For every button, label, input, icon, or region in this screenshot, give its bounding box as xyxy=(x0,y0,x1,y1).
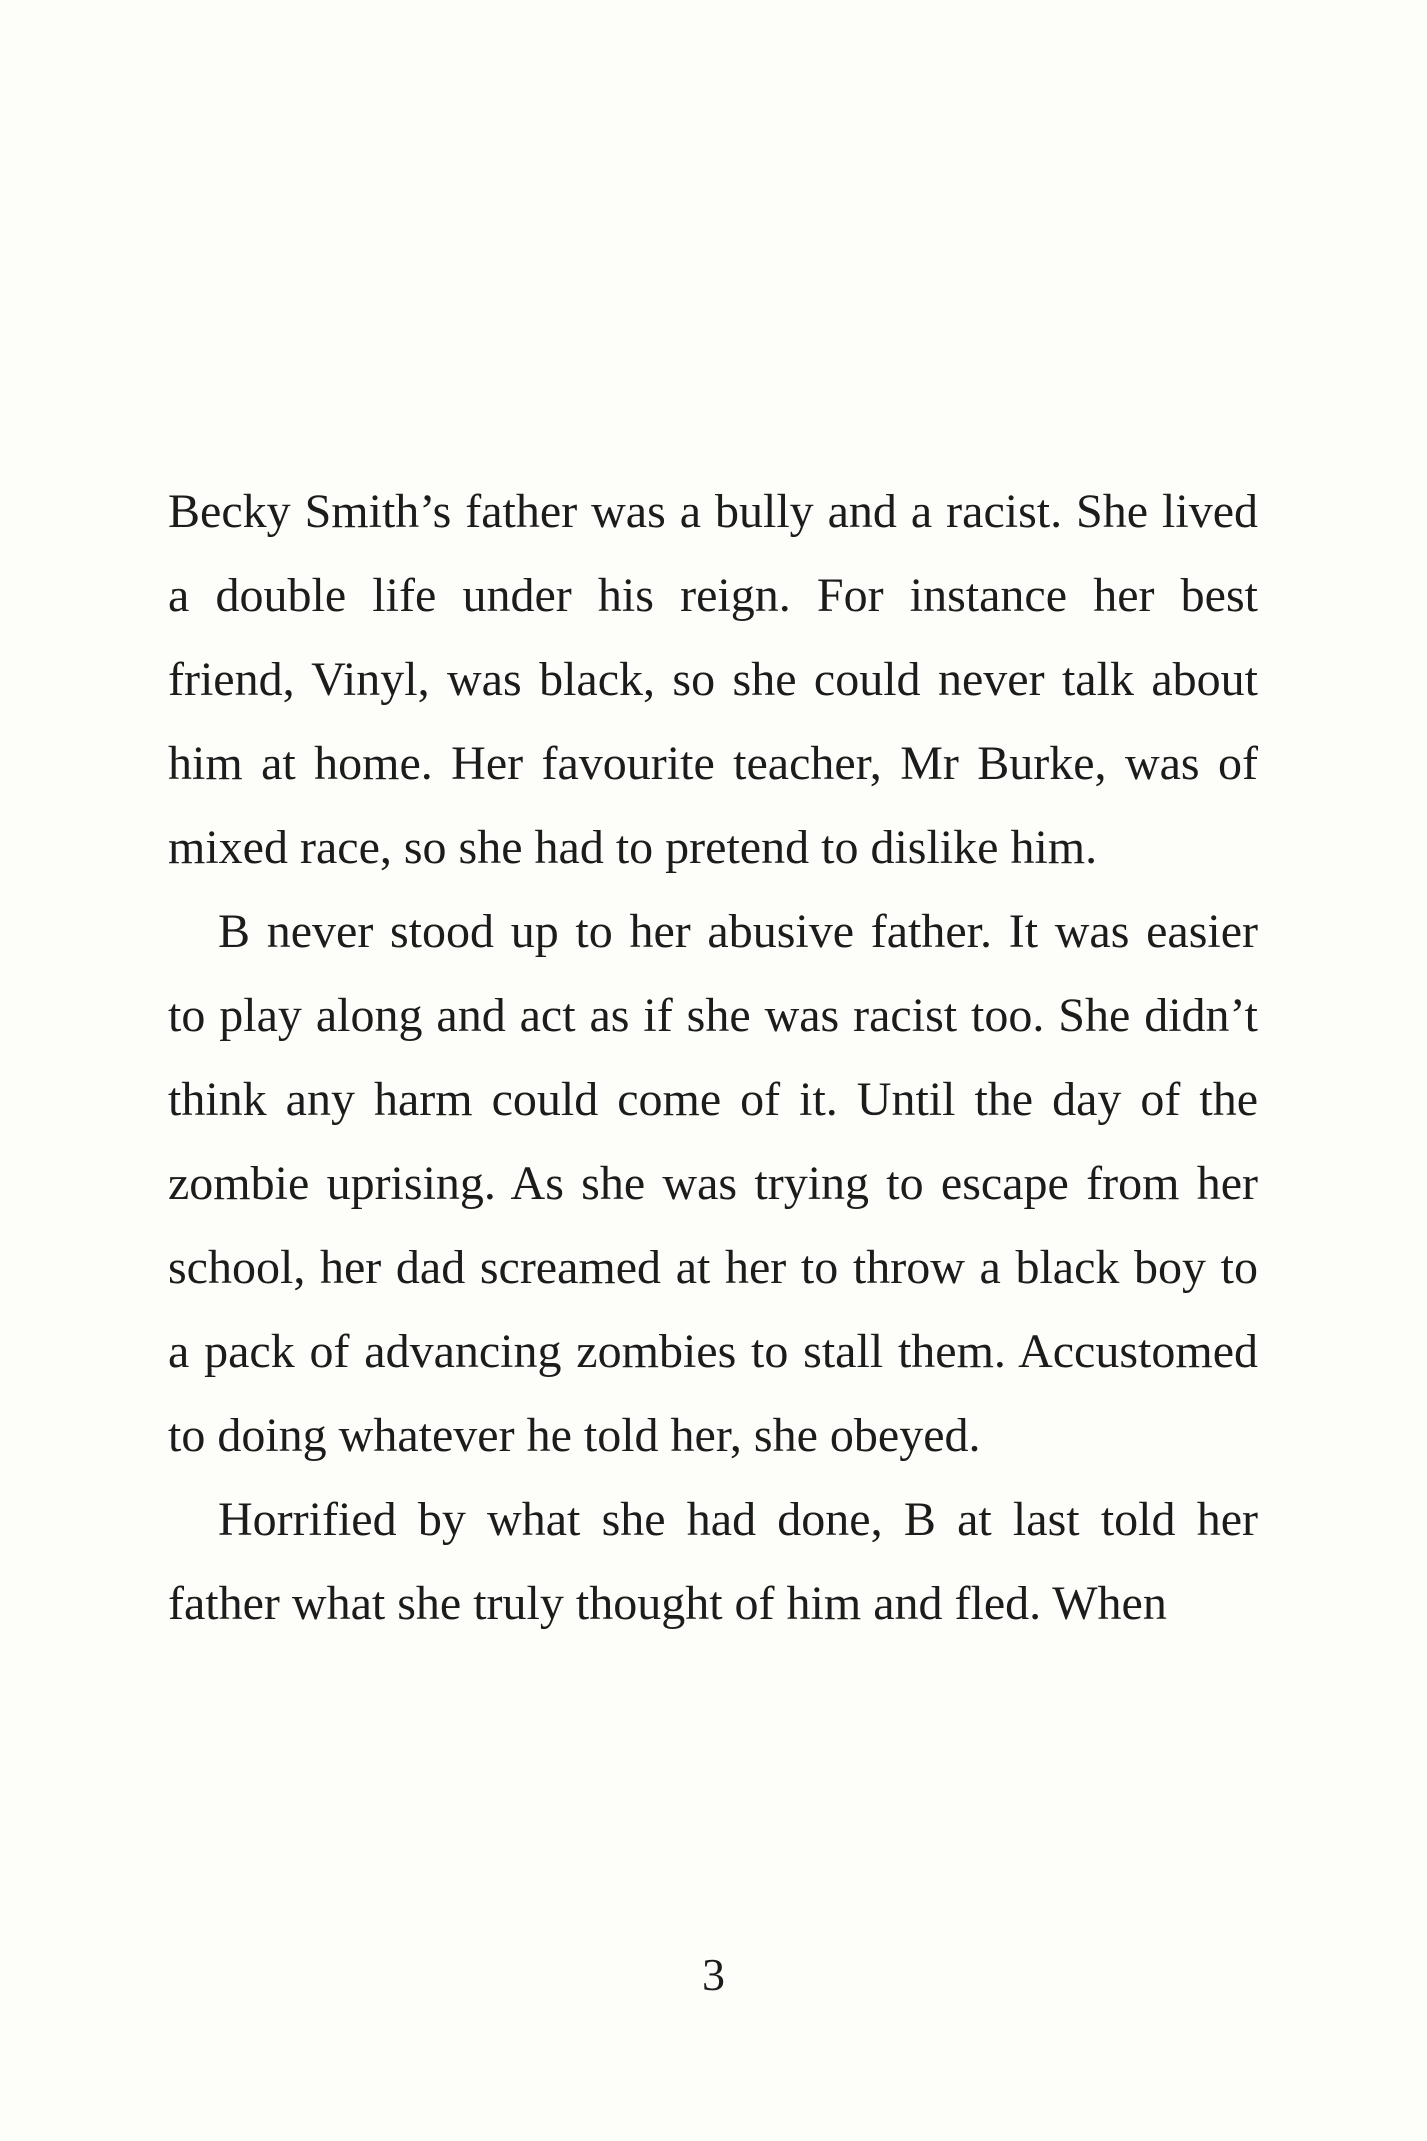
body-text xyxy=(168,470,1258,1646)
page-number: 3 xyxy=(702,1949,725,2000)
paragraph-1: Becky Smith’s father was a bully and a racist. She lived a double life under his reign. For instance her best friend, Vinyl, was black, so she could never talk about him at home. Her favourite teacher, Mr Burke, was of mixed race, so she had to pretend to dislike him. xyxy=(168,485,1258,874)
paragraph-2: B never stood up to her abusive father. It was easier to play along and act as if she was racist too. She didn’t think any harm could come of it. Until the day of the zombie uprising. As she was trying to escape from her school, her dad screamed at her to throw a black boy to a pack of advancing zombies to stall them. Accustomed to doing whatever he told her, she obeyed. xyxy=(168,905,1258,1462)
paragraph-3: Horrified by what she had done, B at last told her father what she truly thought of him and fled. When xyxy=(168,1493,1258,1630)
